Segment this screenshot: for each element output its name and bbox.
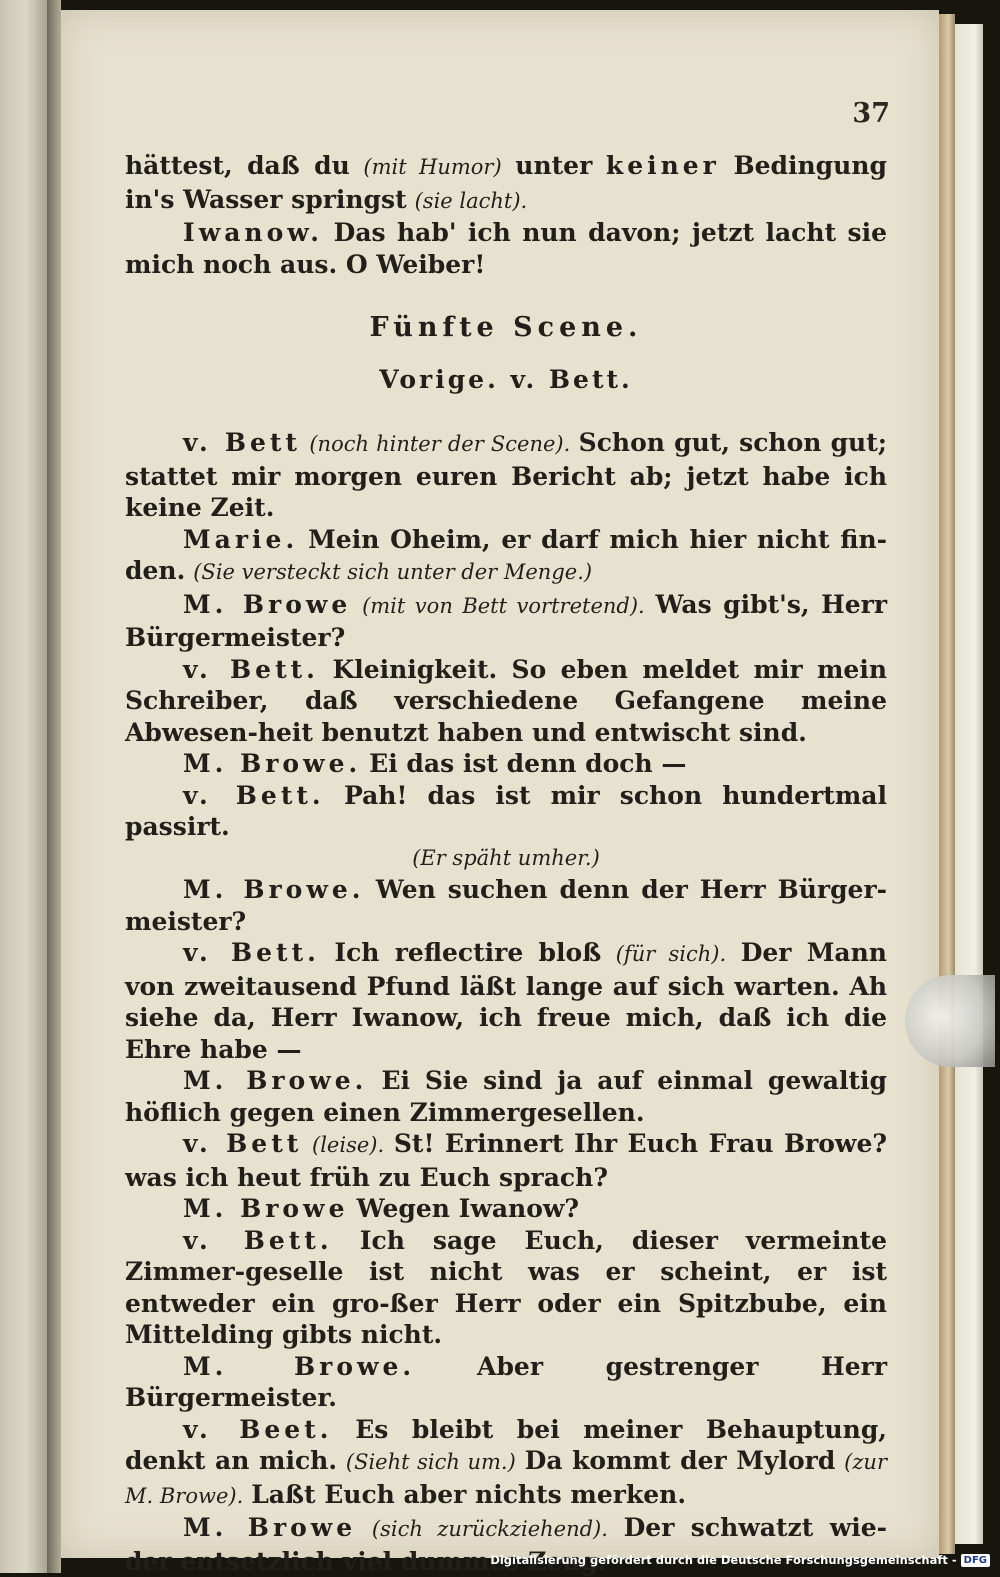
paragraph [125, 1193, 887, 1225]
text-span: hättest, daß du [125, 151, 350, 180]
paragraph [125, 217, 887, 280]
page-clip [905, 975, 995, 1067]
paragraph [125, 874, 887, 937]
paragraph [125, 937, 887, 1065]
paragraph [125, 524, 887, 589]
speaker-name: M. Browe. [183, 1066, 368, 1095]
speech-text: Wegen Iwanow? [356, 1194, 580, 1223]
stage-direction: (sie lacht). [414, 188, 528, 213]
speech-text: Da kommt der Mylord [524, 1446, 836, 1475]
speaker-name: v. Bett [183, 1129, 303, 1158]
paragraph [125, 589, 887, 654]
stage-direction: (leise). [312, 1133, 385, 1157]
paragraph [125, 654, 887, 749]
speech-text: Aber gestrenger Herr Bürgermeister. [125, 1351, 887, 1412]
speaker-name: v. Bett. [183, 1225, 333, 1255]
scene-characters: Vorige. v. Bett. [379, 364, 633, 394]
paragraph [125, 1128, 887, 1193]
previous-page-edge [0, 0, 47, 1573]
book-gutter [47, 0, 61, 1573]
speech-text: Kleinigkeit. So eben meldet mir mein Schreiber, daß verschiedene Gefangene meine Abwesen-heit benutzt haben und entwischt sind. [125, 654, 887, 747]
speaker-name: v. Bett [183, 428, 301, 457]
speaker-name: v. Bett. [183, 654, 319, 684]
speaker-name: M. Browe. [183, 1351, 416, 1381]
paragraph [125, 1351, 887, 1414]
speech-text: Das hab' ich nun davon; jetzt lacht sie mich noch aus. O Weiber! [125, 218, 887, 279]
paragraph [125, 427, 887, 524]
stage-direction: (für sich). [615, 942, 727, 966]
digitization-credit [490, 1549, 990, 1571]
speaker-name: Marie. [183, 524, 299, 554]
stage-direction: (Sieht sich um.) [345, 1450, 516, 1474]
speaker-name: v. Bett. [183, 780, 325, 810]
stage-direction: (noch hinter der Scene). [309, 432, 571, 456]
paragraph [125, 150, 887, 217]
speech-text: St! Erinnert Ihr Euch Frau Browe? was ich heut früh zu Euch sprach? [125, 1129, 887, 1192]
text-span: Bedingung in's Wasser springst [125, 151, 887, 214]
text-span: unter [515, 151, 593, 180]
stage-direction: (mit von Bett vortretend). [362, 593, 645, 618]
speaker-name: M. Browe. [183, 875, 365, 904]
back-cover-edge [955, 24, 983, 1544]
paragraph [125, 1065, 887, 1128]
speech-text: Laßt Euch aber nichts merken. [251, 1479, 687, 1509]
speaker-name: M. Browe [183, 589, 352, 619]
speaker-name: M. Browe. [183, 749, 362, 778]
paragraph [125, 1225, 887, 1351]
speaker-name: v. Bett. [183, 938, 320, 967]
speech-text: Ich sage Euch, dieser vermeinte Zimmer-geselle ist nicht was er scheint, er ist entweder ein gro-ßer Herr oder ein Spitzbube, ein Mittelding gibts nicht. [125, 1225, 887, 1349]
spaced-text: keiner [605, 151, 720, 180]
speech-text: Was gibt's, Herr Bürgermeister? [125, 589, 887, 652]
paragraph [125, 748, 887, 780]
speaker-name: Iwanow. [183, 218, 323, 247]
speech-text: Der schwatzt wie-der entsetzlich viel dummes Zeug. [125, 1513, 888, 1576]
speaker-name: v. Beet. [183, 1414, 333, 1444]
speaker-name: M. Browe [183, 1513, 357, 1542]
stage-direction: (Sie versteckt sich unter der Menge.) [193, 560, 593, 584]
speech-text: Ich reflectire bloß [334, 938, 602, 967]
page-number: 37 [852, 98, 890, 129]
stage-direction: (zur M. Browe). [125, 1450, 887, 1508]
speech-text: Wen suchen denn der Herr Bürger-meister? [125, 875, 888, 936]
speech-text: Der Mann von zweitausend Pfund läßt lange auf sich warten. Ah siehe da, Herr Iwanow, ich freue mich, daß ich die Ehre habe — [125, 938, 887, 1064]
stage-direction: (sich zurückziehend). [371, 1517, 608, 1541]
speech-text: Mein Oheim, er darf mich hier nicht fin-den. [125, 524, 887, 585]
stage-direction: (Er späht umher.) [412, 845, 600, 870]
dfg-logo: DFG [961, 1554, 990, 1567]
speech-text: Ei das ist denn doch — [369, 749, 687, 778]
scene-title: Fünfte Scene. [369, 312, 643, 343]
page-text [125, 150, 887, 1577]
speech-text: Es bleibt bei meiner Behauptung, denkt an mich. [125, 1414, 887, 1475]
paragraph [125, 780, 887, 843]
credit-text: Digitalisierung gefördert durch die Deutsche Forschungsgemeinschaft - [490, 1553, 957, 1567]
speech-text: Ei Sie sind ja auf einmal gewaltig höflich gegen einen Zimmergesellen. [125, 1066, 887, 1127]
speech-text: Schon gut, schon gut; stattet mir morgen euren Bericht ab; jetzt habe ich keine Zeit. [125, 428, 887, 522]
page-edge [939, 14, 955, 1554]
paragraph [125, 1414, 887, 1513]
speaker-name: M. Browe [183, 1194, 349, 1223]
speech-text: Pah! das ist mir schon hundertmal passirt. [125, 780, 887, 841]
stage-direction: (mit Humor) [363, 155, 502, 179]
